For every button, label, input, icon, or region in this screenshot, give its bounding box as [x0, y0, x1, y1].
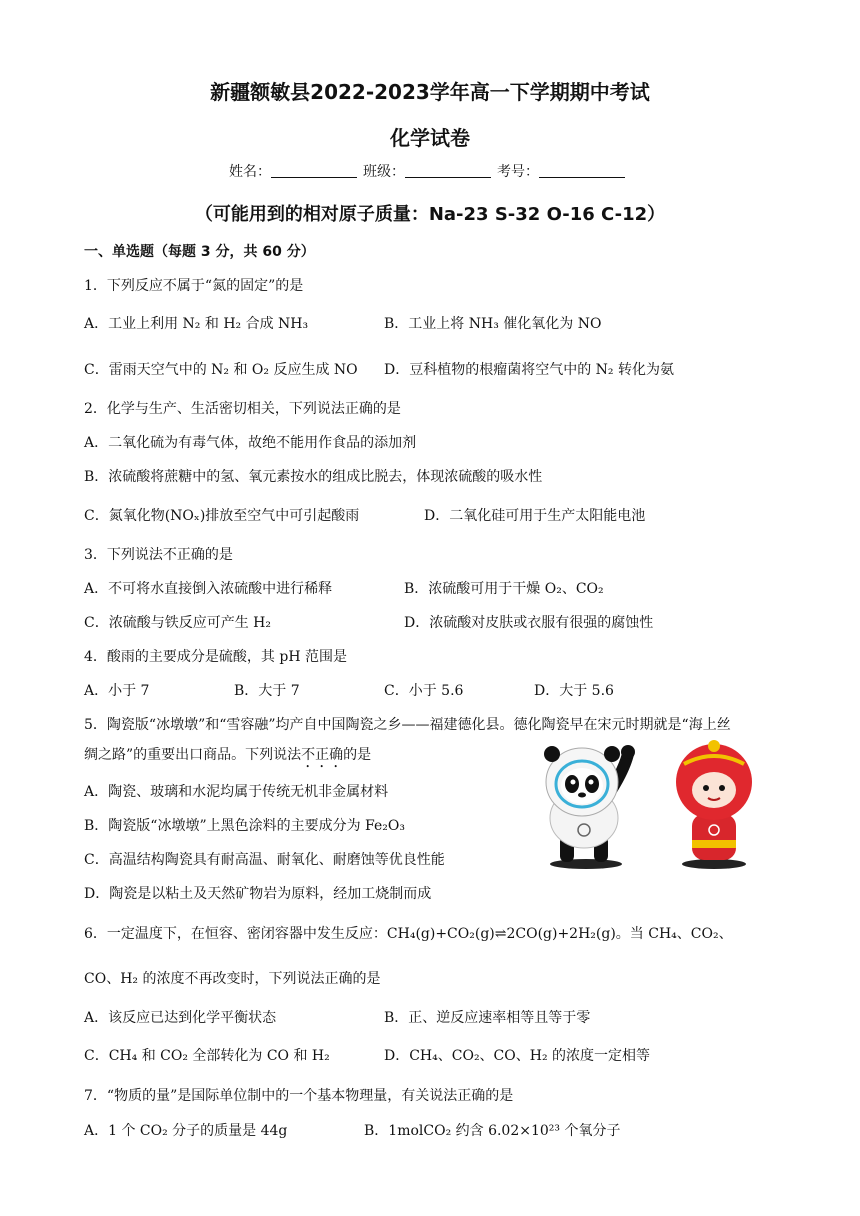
q5-emphasis-not-correct: 不正确: [301, 747, 344, 763]
q6-option-c: C．CH₄ 和 CO₂ 全部转化为 CO 和 H₂: [84, 1048, 330, 1064]
q3-option-b: B．浓硫酸可用于干燥 O₂、CO₂: [404, 581, 604, 597]
q6-option-b: B．正、逆反应速率相等且等于零: [384, 1010, 591, 1026]
name-label: 姓名：: [229, 164, 271, 180]
q4-stem: 4．酸雨的主要成分是硫酸，其 pH 范围是: [84, 649, 347, 665]
q1-option-a: A．工业上利用 N₂ 和 H₂ 合成 NH₃: [84, 316, 309, 332]
q5-option-d: D．陶瓷是以粘土及天然矿物岩为原料，经加工烧制而成: [84, 886, 432, 902]
q6-stem-line1: 6．一定温度下，在恒容、密闭容器中发生反应：CH₄(g)+CO₂(g)⇌2CO(g)+2H₂(g)。当 CH₄、CO₂、: [84, 926, 733, 942]
exam-subtitle: 化学试卷: [390, 126, 470, 150]
q2-option-a: A．二氧化硫为有毒气体，故绝不能用作食品的添加剂: [84, 435, 417, 451]
q3-option-d: D．浓硫酸对皮肤或衣服有很强的腐蚀性: [404, 615, 654, 631]
q5-stem-line2: [84, 745, 371, 771]
q2-option-d: D．二氧化硅可用于生产太阳能电池: [424, 508, 646, 524]
q7-stem: 7．“物质的量”是国际单位制中的一个基本物理量，有关说法正确的是: [84, 1088, 514, 1104]
q5-option-c: C．高温结构陶瓷具有耐高温、耐氧化、耐磨蚀等优良性能: [84, 852, 445, 868]
atomic-masses-note: （可能用到的相对原子质量：Na-23 S-32 O-16 C-12）: [194, 204, 666, 225]
q5-stem-pre: 绸之路”的重要出口商品。下列说法: [84, 747, 302, 763]
q2-option-c: C．氮氧化物(NOₓ)排放至空气中可引起酸雨: [84, 508, 360, 524]
q7-option-a: A．1 个 CO₂ 分子的质量是 44g: [84, 1123, 288, 1139]
q3-option-c: C．浓硫酸与铁反应可产生 H₂: [84, 615, 271, 631]
q4-option-d: D．大于 5.6: [534, 683, 614, 699]
q5-stem-line1: 5．陶瓷版“冰墩墩”和“雪容融”均产自中国陶瓷之乡——福建德化县。德化陶瓷早在宋元时期就是“海上丝: [84, 717, 731, 733]
q4-option-c: C．小于 5.6: [384, 683, 464, 699]
q3-option-a: A．不可将水直接倒入浓硫酸中进行稀释: [84, 581, 333, 597]
bing-dwen-dwen-figure: [544, 745, 635, 869]
mascots-illustration: [524, 740, 794, 870]
exam-no-label: 考号：: [497, 164, 539, 180]
shuey-rhon-rhon-figure: [676, 740, 752, 869]
q6-option-a: A．该反应已达到化学平衡状态: [84, 1010, 277, 1026]
q2-option-b: B．浓硫酸将蔗糖中的氢、氧元素按水的组成比脱去，体现浓硫酸的吸水性: [84, 469, 543, 485]
exam-title: 新疆额敏县2022-2023学年高一下学期期中考试: [210, 80, 650, 104]
q5-option-a: A．陶瓷、玻璃和水泥均属于传统无机非金属材料: [84, 784, 389, 800]
q4-option-a: A．小于 7: [84, 683, 150, 699]
q1-option-b: B．工业上将 NH₃ 催化氧化为 NO: [384, 316, 602, 332]
class-label: 班级：: [363, 164, 405, 180]
exam-no-blank[interactable]: [539, 163, 625, 178]
student-info: [0, 161, 860, 181]
q7-option-b: B．1molCO₂ 约含 6.02×10²³ 个氧分子: [364, 1123, 621, 1139]
q6-stem-line2: CO、H₂ 的浓度不再改变时，下列说法正确的是: [84, 971, 381, 987]
class-blank[interactable]: [405, 163, 491, 178]
section-heading: 一、单选题（每题 3 分，共 60 分）: [84, 244, 315, 260]
q1-option-c: C．雷雨天空气中的 N₂ 和 O₂ 反应生成 NO: [84, 362, 358, 378]
q1-option-d: D．豆科植物的根瘤菌将空气中的 N₂ 转化为氨: [384, 362, 674, 378]
q3-stem: 3．下列说法不正确的是: [84, 547, 233, 563]
q4-option-b: B．大于 7: [234, 683, 300, 699]
q6-option-d: D．CH₄、CO₂、CO、H₂ 的浓度一定相等: [384, 1048, 651, 1064]
q5-stem-post: 的是: [343, 747, 372, 763]
q2-stem: 2．化学与生产、生活密切相关，下列说法正确的是: [84, 401, 401, 417]
q1-stem: 1．下列反应不属于“氮的固定”的是: [84, 278, 304, 294]
name-blank[interactable]: [271, 163, 357, 178]
q5-option-b: B．陶瓷版“冰墩墩”上黑色涂料的主要成分为 Fe₂O₃: [84, 818, 405, 834]
